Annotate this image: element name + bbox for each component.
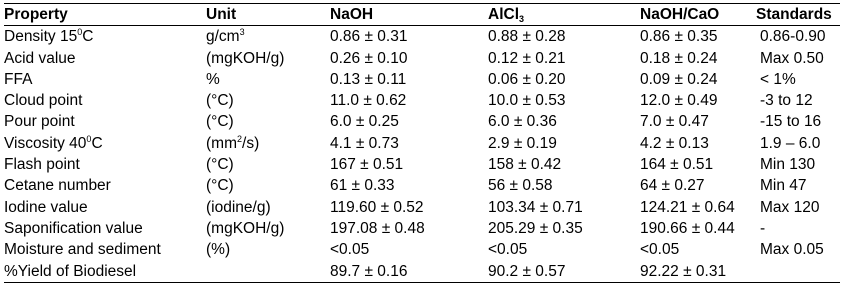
property-text: Acid value — [4, 49, 76, 67]
header-unit: Unit — [206, 6, 237, 23]
property-superscript: 0 — [86, 133, 92, 144]
naoh-value-cell: 167 ± 0.51 — [330, 156, 404, 174]
unit-tail: /s) — [242, 134, 260, 152]
standard-value-cell: 1.9 – 6.0 — [760, 134, 821, 152]
property-cell — [4, 133, 206, 154]
unit-cell — [206, 133, 330, 154]
unit-cell — [206, 90, 330, 111]
alcl3-value-cell: 2.9 ± 0.19 — [488, 134, 557, 152]
header-alcl3-subscript: 3 — [519, 14, 525, 24]
unit-cell — [206, 26, 330, 48]
unit-text: (°C) — [206, 113, 234, 131]
alcl3-value-cell: 90.2 ± 0.57 — [488, 262, 566, 280]
property-cell — [4, 175, 206, 196]
naoh-value-cell: 4.1 ± 0.73 — [330, 134, 399, 152]
property-tail: C — [91, 134, 103, 152]
property-cell — [4, 197, 206, 218]
naoh-cao-value-cell: 92.22 ± 0.31 — [640, 262, 727, 280]
property-text: Saponification value — [4, 219, 143, 237]
standard-value-cell: Max 0.05 — [760, 241, 824, 259]
naoh-cao-value-cell: 0.86 ± 0.35 — [640, 28, 718, 46]
naoh-cao-value-cell: 190.66 ± 0.44 — [640, 219, 735, 237]
header-property: Property — [4, 6, 68, 23]
standard-value-cell: Max 0.50 — [760, 49, 824, 67]
unit-cell — [206, 69, 330, 90]
unit-cell — [206, 111, 330, 132]
alcl3-value-cell: 56 ± 0.58 — [488, 177, 553, 195]
property-cell — [4, 26, 206, 48]
unit-cell — [206, 239, 330, 260]
standard-value-cell: -15 to 16 — [760, 113, 822, 131]
property-cell — [4, 154, 206, 175]
naoh-cao-value-cell: 64 ± 0.27 — [640, 177, 705, 195]
naoh-value-cell: 119.60 ± 0.52 — [330, 198, 424, 216]
naoh-cao-value-cell: 0.18 ± 0.24 — [640, 49, 718, 67]
header-alcl3 — [488, 4, 640, 26]
table-body — [4, 26, 840, 283]
property-text: Iodine value — [4, 198, 88, 216]
alcl3-value-cell: 205.29 ± 0.35 — [488, 219, 583, 237]
biodiesel-properties-table — [4, 3, 840, 283]
unit-text: (mgKOH/g) — [206, 49, 285, 67]
unit-text: (°C) — [206, 177, 234, 195]
property-text: Density 15 — [4, 28, 78, 46]
property-text: Pour point — [4, 113, 75, 131]
property-cell — [4, 239, 206, 260]
naoh-value-cell: 0.26 ± 0.10 — [330, 49, 408, 67]
table-row — [4, 218, 840, 239]
unit-cell — [206, 218, 330, 239]
property-cell — [4, 69, 206, 90]
unit-text: g/cm — [206, 28, 240, 46]
naoh-value-cell: 0.13 ± 0.11 — [330, 70, 407, 88]
table-row — [4, 69, 840, 90]
standard-value-cell: < 1% — [760, 70, 796, 88]
property-text: Viscosity 40 — [4, 134, 87, 152]
property-text: Flash point — [4, 156, 80, 174]
table-row — [4, 197, 840, 218]
property-text: FFA — [4, 70, 33, 88]
alcl3-value-cell: 158 ± 0.42 — [488, 156, 562, 174]
naoh-cao-value-cell: 12.0 ± 0.49 — [640, 92, 718, 110]
table-row — [4, 239, 840, 260]
naoh-cao-value-cell: 164 ± 0.51 — [640, 156, 714, 174]
unit-text: (°C) — [206, 156, 234, 174]
property-cell — [4, 218, 206, 239]
naoh-value-cell: 197.08 ± 0.48 — [330, 219, 425, 237]
table-row — [4, 26, 840, 48]
naoh-value-cell: 11.0 ± 0.62 — [330, 92, 407, 110]
unit-cell — [206, 197, 330, 218]
alcl3-value-cell: 10.0 ± 0.53 — [488, 92, 566, 110]
unit-cell — [206, 154, 330, 175]
table-row — [4, 175, 840, 196]
naoh-value-cell: 61 ± 0.33 — [330, 177, 395, 195]
property-text: %Yield of Biodiesel — [4, 262, 137, 280]
naoh-cao-value-cell: 7.0 ± 0.47 — [640, 113, 709, 131]
alcl3-value-cell: 0.06 ± 0.20 — [488, 70, 566, 88]
naoh-value-cell: <0.05 — [330, 241, 370, 259]
naoh-cao-value-cell: 4.2 ± 0.13 — [640, 134, 709, 152]
standard-value-cell: Min 47 — [760, 177, 807, 195]
unit-superscript: 2 — [237, 133, 243, 144]
header-naoh-cao: NaOH/CaO — [640, 6, 720, 23]
header-naoh: NaOH — [330, 6, 374, 23]
property-text: Moisture and sediment — [4, 241, 161, 259]
unit-cell — [206, 175, 330, 196]
standard-value-cell: - — [760, 219, 766, 237]
naoh-cao-value-cell: <0.05 — [640, 241, 680, 259]
standard-value-cell: 0.86-0.90 — [760, 28, 826, 46]
table-row — [4, 48, 840, 69]
property-text: Cetane number — [4, 177, 111, 195]
header-standards: Standards — [756, 6, 832, 23]
unit-cell — [206, 261, 330, 283]
alcl3-value-cell: 0.88 ± 0.28 — [488, 28, 566, 46]
header-alcl3-base: AlCl — [488, 6, 519, 23]
naoh-cao-value-cell: 124.21 ± 0.64 — [640, 198, 735, 216]
property-cell — [4, 111, 206, 132]
alcl3-value-cell: 0.12 ± 0.21 — [488, 49, 566, 67]
naoh-value-cell: 89.7 ± 0.16 — [330, 262, 408, 280]
unit-text: (mm — [206, 134, 237, 152]
property-cell — [4, 90, 206, 111]
alcl3-value-cell: 103.34 ± 0.71 — [488, 198, 583, 216]
standard-value-cell: -3 to 12 — [760, 92, 813, 110]
unit-text: (mgKOH/g) — [206, 219, 285, 237]
unit-text: (%) — [206, 241, 231, 259]
unit-cell — [206, 48, 330, 69]
unit-text: % — [206, 70, 220, 88]
property-cell — [4, 261, 206, 283]
standard-value-cell: Min 130 — [760, 156, 816, 174]
table-row — [4, 154, 840, 175]
naoh-value-cell: 6.0 ± 0.25 — [330, 113, 399, 131]
table-row — [4, 90, 840, 111]
unit-text: (°C) — [206, 92, 234, 110]
standard-value-cell: Max 120 — [760, 198, 820, 216]
alcl3-value-cell: <0.05 — [488, 241, 528, 259]
property-superscript: 0 — [77, 27, 83, 38]
property-cell — [4, 48, 206, 69]
unit-superscript: 3 — [239, 27, 245, 38]
naoh-cao-value-cell: 0.09 ± 0.24 — [640, 70, 718, 88]
alcl3-value-cell: 6.0 ± 0.36 — [488, 113, 557, 131]
header-row — [4, 4, 840, 26]
unit-text: (iodine/g) — [206, 198, 271, 216]
table-row — [4, 261, 840, 283]
table-row — [4, 133, 840, 154]
standard-value-cell — [756, 261, 840, 283]
naoh-value-cell: 0.86 ± 0.31 — [330, 28, 408, 46]
table-row — [4, 111, 840, 132]
property-text: Cloud point — [4, 92, 83, 110]
property-tail: C — [82, 28, 94, 46]
